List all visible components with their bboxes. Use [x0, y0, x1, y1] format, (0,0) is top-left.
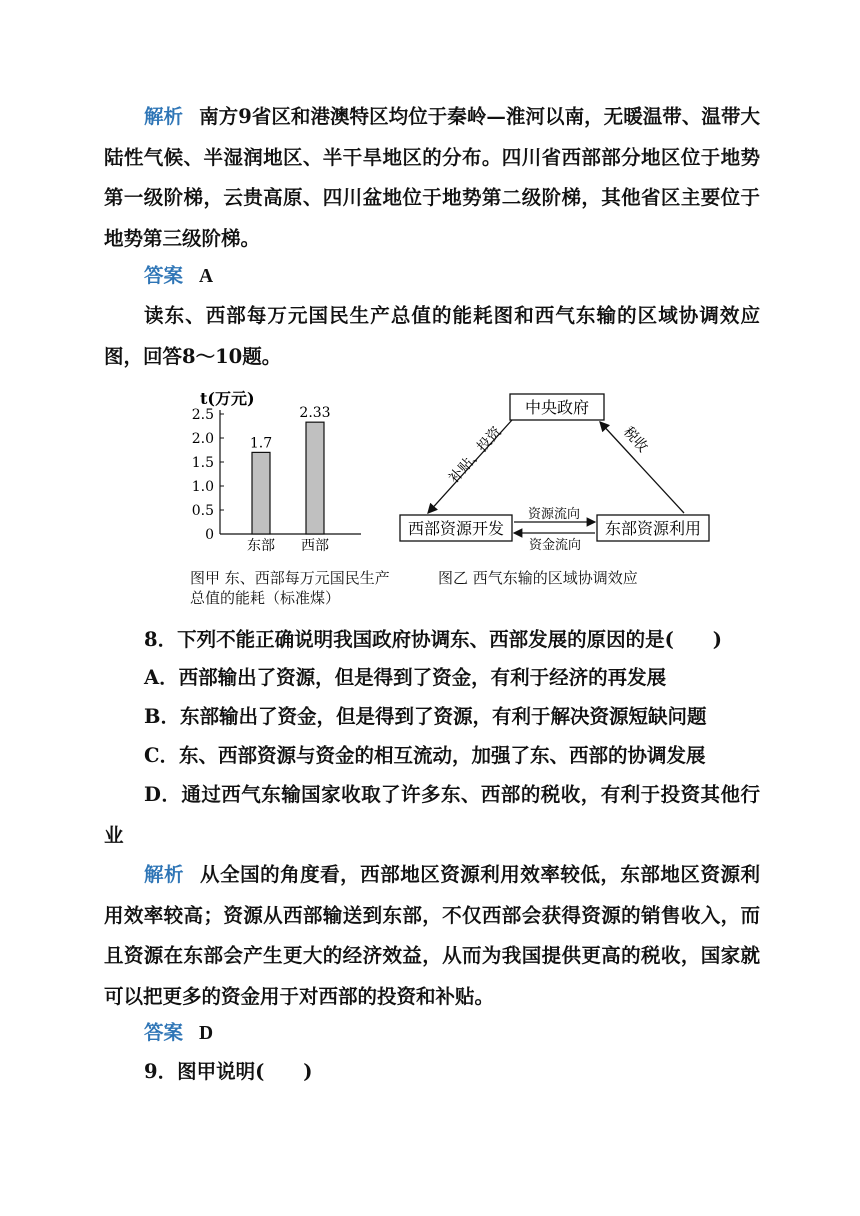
bar-data-label: 2.33: [299, 405, 331, 422]
answer-tag: 答案: [144, 264, 184, 287]
east-resource-label: 东部资源利用: [604, 519, 702, 538]
resource-flow-label: 资源流向: [527, 507, 581, 522]
analysis-paragraph-2: [104, 855, 760, 1017]
y-tick-label: 1.5: [191, 455, 214, 471]
category-label: 东部: [247, 538, 275, 554]
analysis-tag: 解析: [144, 105, 184, 128]
capital-flow-label: 资金流向: [528, 538, 582, 553]
figure-a-caption-line1: 图甲 东、西部每万元国民生产: [190, 569, 390, 587]
analysis-paragraph-1: [104, 97, 760, 259]
question-8-stem: 8．下列不能正确说明我国政府协调东、西部发展的原因的是( ): [144, 628, 723, 651]
figure-a-caption: [190, 568, 430, 608]
answer-line-2: [104, 1013, 760, 1055]
tax-label: 税收: [620, 423, 651, 456]
y-tick-label: 0.5: [191, 503, 214, 519]
analysis-text-2: 从全国的角度看，西部地区资源利用效率较低，东部地区资源利用效率较高；资源从西部输送到东部，不仅西部会获得资源的销售收入，而且资源在东部会产生更大的经济效益，从而为我国提供更高的税收，国家就可以把更多的资金用于对西部的投资和补贴。: [104, 863, 760, 1008]
answer-line-1: [104, 256, 760, 298]
bar-west: [306, 422, 324, 534]
bars: [247, 405, 331, 554]
west-east-gas-diagram: [394, 388, 724, 563]
answer-tag-2: 答案: [144, 1021, 184, 1044]
energy-bar-chart: [186, 386, 386, 556]
west-resource-label: 西部资源开发: [407, 519, 505, 538]
question-8-option-b: B．东部输出了资金，但是得到了资源，有利于解决资源短缺问题: [144, 705, 707, 728]
question-8-option-c: C．东、西部资源与资金的相互流动，加强了东、西部的协调发展: [144, 744, 706, 767]
y-tick-label: 2.0: [191, 431, 214, 447]
category-label: 西部: [301, 538, 329, 554]
question-9-stem: 9．图甲说明( ): [144, 1060, 313, 1083]
central-government-label: 中央政府: [524, 398, 590, 417]
y-axis-label: t(万元): [200, 389, 255, 408]
question-intro: 读东、西部每万元国民生产总值的能耗图和西气东输的区域协调效应图，回答8～10题。: [104, 304, 760, 368]
bar-east: [252, 452, 270, 534]
analysis-tag-2: 解析: [144, 863, 185, 886]
question-8-option-a: A．西部输出了资源，但是得到了资金，有利于经济的再发展: [144, 666, 667, 689]
y-tick-label: 0: [205, 527, 214, 543]
analysis-text: 南方9省区和港澳特区均位于秦岭—淮河以南，无暖温带、温带大陆性气候、半湿润地区、半干旱地区的分布。四川省西部部分地区位于地势第一级阶梯，云贵高原、四川盆地位于地势第二级阶梯，其他省区主要位于地势第三级阶梯。: [104, 105, 760, 250]
y-tick-label: 2.5: [191, 407, 214, 423]
figure-b-caption: 图乙 西气东输的区域协调效应: [438, 569, 638, 587]
question-8-option-d: D．通过西气东输国家收取了许多东、西部的税收，有利于投资其他行业: [104, 783, 760, 847]
y-tick-label: 1.0: [191, 479, 214, 495]
figure-a-caption-line2: 总值的能耗（标准煤）: [190, 589, 341, 607]
answer-value: A: [199, 266, 214, 287]
answer-value-2: D: [199, 1023, 214, 1044]
y-ticks: [192, 407, 224, 543]
subsidy-label: 补贴、投资: [446, 423, 505, 487]
bar-data-label: 1.7: [249, 435, 273, 452]
